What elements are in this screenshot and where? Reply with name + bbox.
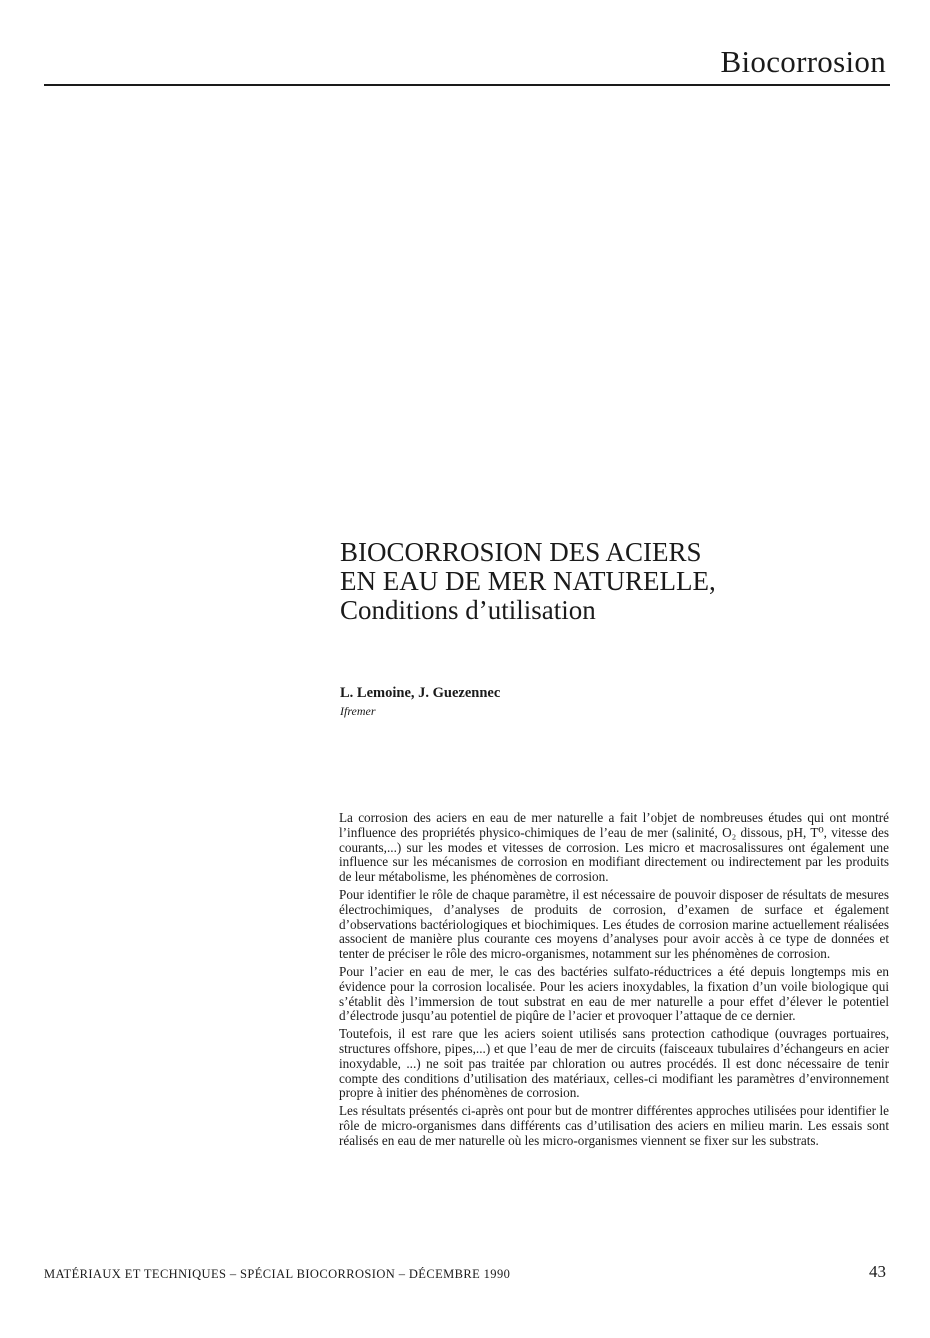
journal-footer: MATÉRIAUX ET TECHNIQUES – SPÉCIAL BIOCORROSION – DÉCEMBRE 1990 bbox=[44, 1267, 511, 1281]
abstract-paragraph: Les résultats présentés ci-après ont pour but de montrer différentes approches utilisées pour identifier le rôle de micro-organismes dans différents cas d’utilisation des aciers en milieu marin. Les essais sont réalisés en eau de mer naturelle où les micro-organismes viennent se fixer sur les substrats. bbox=[339, 1103, 889, 1148]
article-title bbox=[340, 538, 900, 625]
title-line: Conditions d’utilisation bbox=[340, 595, 596, 625]
header-rule bbox=[44, 84, 890, 86]
title-line: EN EAU DE MER NATURELLE, bbox=[340, 566, 716, 596]
abstract-paragraph: Toutefois, il est rare que les aciers soient utilisés sans protection cathodique (ouvrages portuaires, structures offshore, pipes,...) et que l’eau de mer de circuits (faisceaux tubulaires d’échangeurs en acier inoxydable, ...) ne soit pas traitée par chloration ou autres procédés. Il est donc nécessaire de tenir compte des conditions d’utilisation des matériaux, celles-ci modifiant les paramètres d’environnement propre à initier des phénomènes de corrosion. bbox=[339, 1026, 889, 1101]
affiliation: Ifremer bbox=[340, 704, 376, 718]
authors: L. Lemoine, J. Guezennec bbox=[340, 685, 501, 701]
abstract-paragraph: Pour identifier le rôle de chaque paramètre, il est nécessaire de pouvoir disposer de résultats de mesures électrochimiques, d’analyses de produits de corrosion, d’examen de surface et également d’observations bactériologiques et biochimiques. Les études de corrosion marine actuellement réalisées associent de manière plus courante ces moyens d’analyses pour avoir accès à ce type de données et tenter de préciser le rôle des micro-organismes, notamment sur les phénomènes de corrosion. bbox=[339, 886, 889, 962]
abstract bbox=[339, 811, 889, 1152]
abstract-paragraph: La corrosion des aciers en eau de mer naturelle a fait l’objet de nombreuses études qui ont montré l’influence des propriétés physico-chimiques de l’eau de mer (salinité, O₂ dissous, pH, T⁰, vitesse des courants,...) sur les modes et vitesses de corrosion. Les micro et macrosalissures ont également une influence sur les mécanismes de corrosion en modifiant directement ou indirectement par les produits de leur métabolisme, les phénomènes de corrosion. bbox=[339, 810, 889, 885]
title-line: BIOCORROSION DES ACIERS bbox=[340, 537, 702, 567]
abstract-paragraph: Pour l’acier en eau de mer, le cas des bactéries sulfato-réductrices a été depuis longtemps mis en évidence pour la corrosion localisée. Pour les aciers inoxydables, la fixation d’un voile biologique qui s’établit dès l’immersion de tout substrat en eau de mer naturelle a pour effet d’élever le potentiel d’électrode jusqu’au potentiel de piqûre de l’acier et provoquer l’attaque de ce dernier. bbox=[339, 963, 889, 1024]
page-number: 43 bbox=[869, 1262, 886, 1281]
running-head-title: Biocorrosion bbox=[720, 44, 886, 79]
